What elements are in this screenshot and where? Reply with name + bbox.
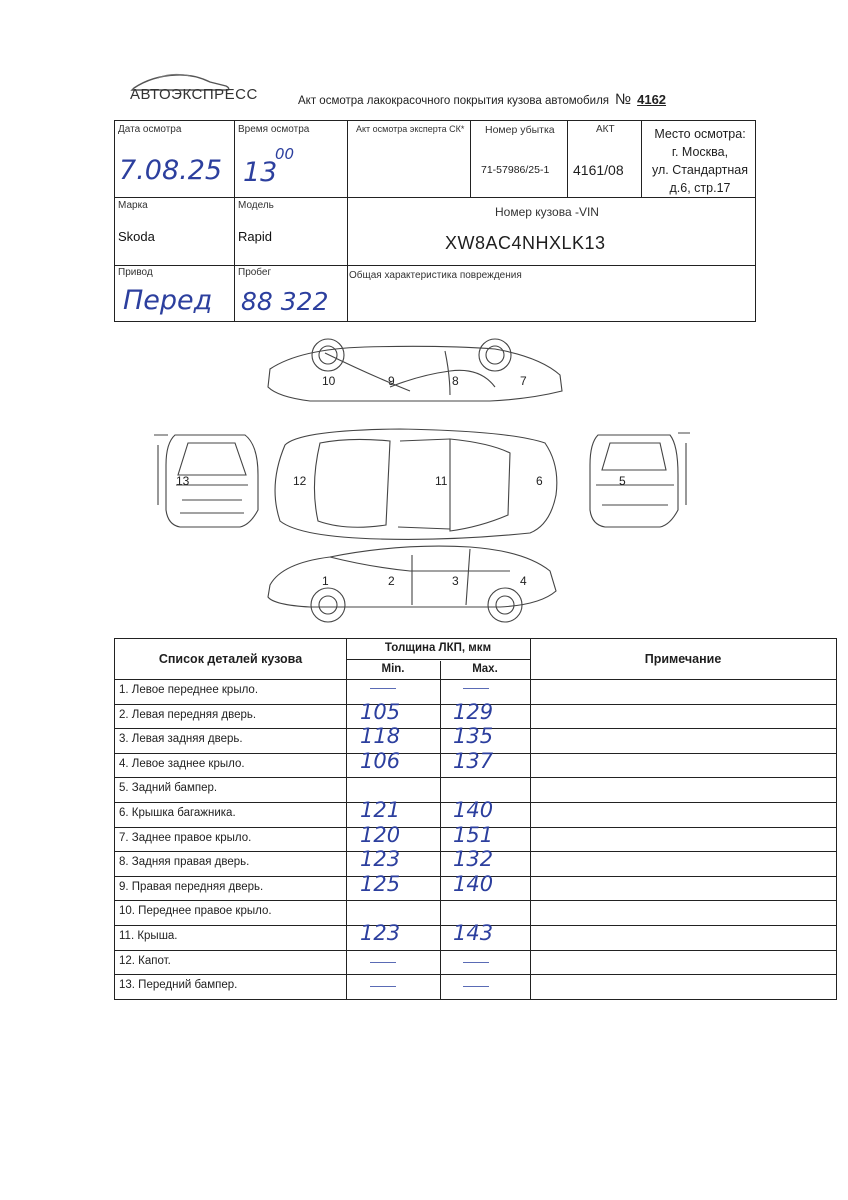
paint-thickness-table [114, 638, 837, 1000]
mileage-label: Пробег [238, 267, 272, 278]
thickness-max: 151 [453, 822, 494, 847]
col-max-header: Max. [472, 663, 498, 675]
dash-mark [370, 986, 396, 987]
part-name: 7. Заднее правое крыло. [119, 831, 252, 844]
diagram-label-5: 5 [619, 474, 626, 488]
thickness-min: 106 [360, 748, 401, 773]
document-title [298, 91, 666, 108]
part-name: 8. Задняя правая дверь. [119, 856, 250, 869]
thickness-min: 118 [360, 724, 401, 749]
place-line: ул. Стандартная [652, 163, 748, 177]
thickness-min: 123 [360, 847, 401, 872]
diagram-label-1: 1 [322, 574, 329, 588]
expert-act-label: Акт осмотра эксперта СК* [356, 124, 465, 134]
dash-mark [463, 962, 489, 963]
diagram-label-10: 10 [322, 374, 336, 388]
place-line: д.6, стр.17 [669, 181, 731, 195]
akt-value: 4161/08 [573, 162, 624, 178]
make-label: Марка [118, 200, 148, 211]
logo-text: АВТОЭКСПРЕСС [130, 86, 258, 103]
time-minutes: 00 [275, 145, 295, 163]
part-name: 11. Крыша. [119, 930, 178, 942]
place-label: Место осмотра: [654, 127, 746, 141]
diagram-label-4: 4 [520, 574, 527, 588]
place-line: г. Москва, [671, 145, 729, 159]
model-value: Rapid [238, 229, 272, 244]
diagram-label-9: 9 [388, 374, 395, 388]
part-name: 9. Правая передняя дверь. [119, 880, 264, 893]
diagram-label-6: 6 [536, 474, 543, 488]
diagram-label-7: 7 [520, 374, 527, 388]
model-label: Модель [238, 200, 274, 211]
info-grid [114, 120, 756, 322]
dash-mark [463, 688, 489, 689]
dash-mark [370, 962, 396, 963]
thickness-min: 125 [360, 871, 401, 896]
dash-mark [370, 688, 396, 689]
part-name: 13. Передний бампер. [119, 979, 238, 992]
time-hour: 13 [243, 157, 278, 188]
vin-value: XW8AC4NHXLK13 [445, 233, 606, 253]
car-diagram [150, 335, 690, 630]
table-row [115, 921, 836, 950]
part-name: 3. Левая задняя дверь. [119, 733, 243, 746]
vin-label: Номер кузова -VIN [495, 205, 599, 219]
thickness-min: 105 [360, 699, 401, 724]
thickness-max: 140 [453, 798, 494, 822]
thickness-min: 123 [360, 921, 401, 945]
col-note-header: Примечание [644, 652, 722, 666]
thickness-max: 132 [453, 847, 494, 872]
thickness-min: 120 [360, 822, 401, 847]
drive-label: Привод [118, 267, 153, 278]
mileage-value: 88 322 [241, 287, 329, 316]
diagram-label-8: 8 [452, 374, 459, 388]
drive-value: Перед [123, 285, 213, 316]
diagram-label-12: 12 [293, 474, 307, 488]
table-row [115, 950, 836, 975]
date-value: 7.08.25 [119, 155, 223, 186]
diagram-label-13: 13 [176, 474, 190, 488]
diagram-label-3: 3 [452, 574, 459, 588]
part-name: 6. Крышка багажника. [119, 807, 236, 819]
thickness-min: 121 [360, 798, 401, 822]
act-number: 4162 [637, 92, 667, 107]
thickness-max: 135 [453, 724, 494, 749]
place-block [645, 125, 755, 197]
col-min-header: Min. [381, 663, 405, 675]
table-row [115, 871, 836, 901]
loss-number-label: Номер убытка [485, 124, 555, 136]
date-label: Дата осмотра [118, 124, 182, 135]
make-value: Skoda [118, 229, 155, 244]
title-text: Акт осмотра лакокрасочного покрытия кузова автомобиля [298, 95, 610, 107]
col-thickness-header: Толщина ЛКП, мкм [384, 642, 492, 654]
akt-label: АКТ [596, 124, 615, 135]
thickness-max: 140 [453, 871, 494, 896]
number-sign: № [615, 91, 632, 108]
diagram-label-2: 2 [388, 574, 395, 588]
part-name: 2. Левая передняя дверь. [119, 708, 257, 721]
col-parts-header: Список деталей кузова [158, 652, 303, 666]
part-name: 1. Левое переднее крыло. [119, 684, 259, 696]
thickness-max: 143 [453, 921, 494, 945]
damage-label: Общая характеристика повреждения [349, 270, 522, 281]
table-row [115, 748, 836, 778]
thickness-max: 137 [453, 748, 494, 773]
part-name: 10. Переднее правое крыло. [119, 905, 272, 918]
diagram-label-11: 11 [435, 474, 448, 488]
part-name: 5. Задний бампер. [119, 782, 218, 795]
dash-mark [463, 986, 489, 987]
loss-number-value: 71-57986/25-1 [481, 164, 550, 176]
part-name: 4. Левое заднее крыло. [119, 757, 245, 770]
time-label: Время осмотра [238, 124, 310, 135]
thickness-max: 129 [453, 699, 494, 724]
part-name: 12. Капот. [119, 954, 171, 967]
table-row [115, 974, 836, 999]
